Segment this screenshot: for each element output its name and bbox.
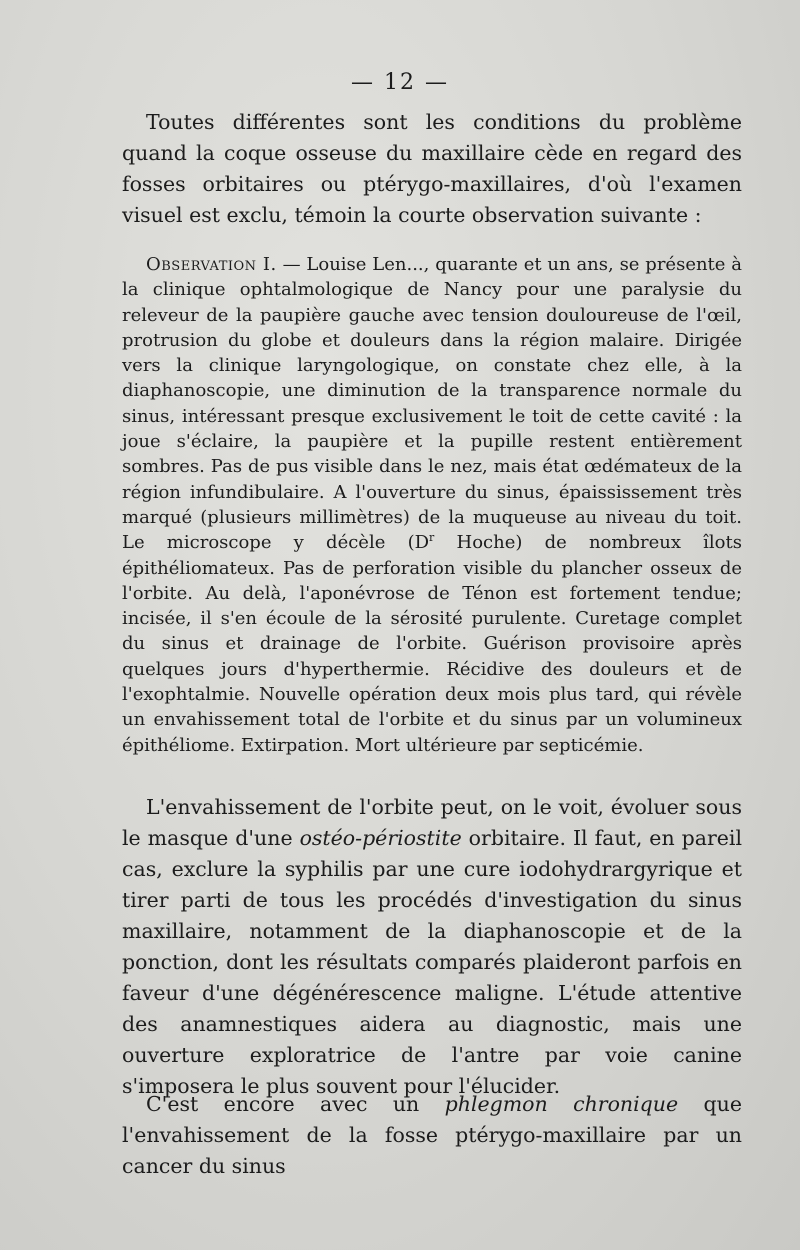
para3-text-b: que l'envahissement de la fosse ptérygo-maxillaire par un cancer du sinus — [122, 1092, 742, 1178]
para2-text-b: orbitaire. Il faut, en pareil cas, exclure la syphilis par une cure iodohydrargyrique et tirer parti de tous les procédés d'investigation du sinus maxillaire, notamment de la diaphanoscopie et de la ponction, dont les résultats comparés plaideront parfois en faveur d'une dégénérescence maligne. L'étude attentive des anamnestiques aidera au diagnostic, mais une ouverture exploratrice de l'antre par voie canine s'imposera le plus souvent pour l'élucider. — [122, 826, 743, 1098]
observation-dash: — — [276, 254, 307, 275]
observation-text-b: Hoche) de nombreux îlots épithéliomateux. Pas de perforation visible du plancher osseux de l'orbite. Au delà, l'aponévrose de Ténon est fortement tendue; incisée, il s'en écoule de la sérosité purulente. Curetage complet du sinus et drainage de l'orbite. Guérison provisoire après quelques jours d'hyperthermie. Récidive des douleurs et de l'exophtalmie. Nouvelle opération deux mois plus tard, qui révèle un envahissement total de l'orbite et du sinus par un volumineux épithéliome. Extirpation. Mort ultérieure par septicémie. — [122, 532, 742, 756]
para3-text-a: C'est encore avec un — [146, 1092, 445, 1116]
para2-italic: ostéo-périostite — [299, 826, 462, 850]
paragraph-osteo — [122, 792, 742, 1102]
observation-sup: r — [429, 531, 435, 545]
observation-text-a: Louise Len..., quarante et un ans, se présente à la clinique ophtalmologique de Nancy pour une paralysie du releveur de la paupière gauche avec tension douloureuse de l'œil, protrusion du globe et douleurs dans la région malaire. Dirigée vers la clinique laryngologique, on constate chez elle, à la diaphanoscopie, une diminution de la transparence normale du sinus, intéressant presque exclusivement le toit de cette cavité : la joue s'éclaire, la paupière et la pupille restent entièrement sombres. Pas de pus visible dans le nez, mais état œdémateux de la région infundibulaire. A l'ouverture du sinus, épaississement très marqué (plusieurs millimètres) de la muqueuse au niveau du toit. Le microscope y décèle (D — [122, 254, 743, 554]
page-number: — 12 — — [351, 70, 449, 95]
paragraph-intro: Toutes différentes sont les conditions du problème quand la coque osseuse du maxillaire cède en regard des fosses orbitaires ou ptérygo-maxillaires, d'où l'examen visuel est exclu, témoin la courte observation suivante : — [122, 110, 742, 227]
observation-label: Observation I. — [146, 254, 277, 275]
observation-paragraph — [122, 252, 742, 758]
para2-text-a: L'envahissement de l'orbite peut, on le voit, évoluer sous le masque d'une — [122, 795, 742, 850]
paragraph-phlegmon — [122, 1089, 742, 1182]
para3-italic: phlegmon chronique — [444, 1092, 679, 1116]
